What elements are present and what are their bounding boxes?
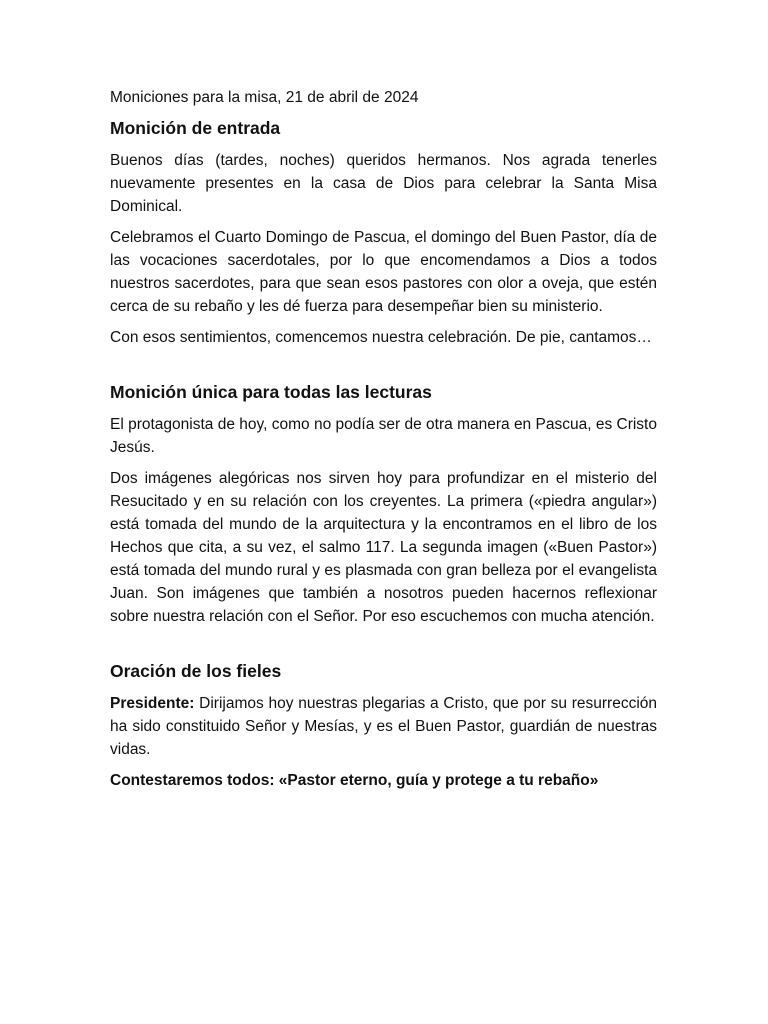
paragraph: El protagonista de hoy, como no podía ser de otra manera en Pascua, es Cristo Jesús. <box>110 416 657 456</box>
presidente-text: Dirijamos hoy nuestras plegarias a Cristo, que por su resurrección ha sido constituido Señor y Mesías, y es el Buen Pastor, guardián de nuestras vidas. <box>110 695 657 758</box>
section-heading-fieles: Oración de los fieles <box>110 661 282 681</box>
paragraph: Celebramos el Cuarto Domingo de Pascua, el domingo del Buen Pastor, día de las vocaciones sacerdotales, por lo que encomendamos a Dios a todos nuestros sacerdotes, para que sean esos pastores con olor a oveja, que estén cerca de su rebaño y les dé fuerza para desempeñar bien su ministerio. <box>110 229 657 315</box>
response-line: Contestaremos todos: «Pastor eterno, guía y protege a tu rebaño» <box>110 772 599 789</box>
presidente-label: Presidente: <box>110 695 195 712</box>
section-spacer <box>110 357 657 379</box>
section-spacer <box>110 636 657 658</box>
document-title: Moniciones para la misa, 21 de abril de 2024 <box>110 89 419 106</box>
section-heading-entrada: Monición de entrada <box>110 118 281 138</box>
paragraph: Con esos sentimientos, comencemos nuestra celebración. De pie, cantamos… <box>110 329 652 346</box>
section-heading-lecturas: Monición única para todas las lecturas <box>110 382 432 402</box>
paragraph: Dos imágenes alegóricas nos sirven hoy para profundizar en el misterio del Resucitado y en su relación con los creyentes. La primera («piedra angular») está tomada del mundo de la arquitectura y la encontramos en el libro de los Hechos que cita, a su vez, el salmo 117. La segunda imagen («Buen Pastor») está tomada del mundo rural y es plasmada con gran belleza por el evangelista Juan. Son imágenes que también a nosotros pueden hacernos reflexionar sobre nuestra relación con el Señor. Por eso escuchemos con mucha atención. <box>110 470 657 625</box>
paragraph: Buenos días (tardes, noches) queridos hermanos. Nos agrada tenerles nuevamente presentes en la casa de Dios para celebrar la Santa Misa Dominical. <box>110 152 657 215</box>
presidente-paragraph <box>110 692 657 761</box>
document-body <box>110 86 657 800</box>
